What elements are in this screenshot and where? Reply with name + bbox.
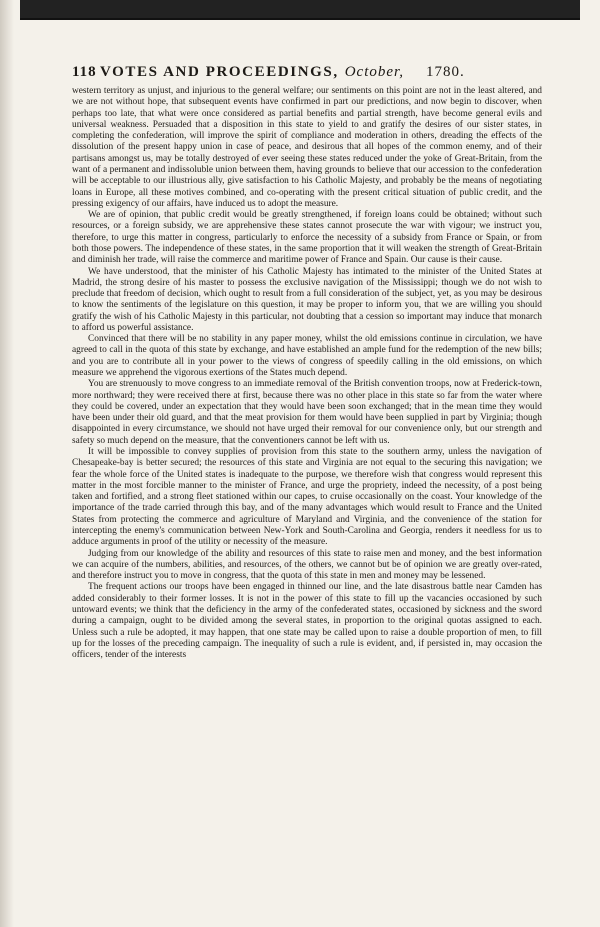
running-month: October,	[344, 64, 404, 80]
body-text	[72, 86, 542, 661]
page-content	[72, 64, 542, 910]
running-title: VOTES AND PROCEEDINGS,	[100, 64, 339, 80]
paragraph: Judging from our knowledge of the ability and resources of this state to raise men and money, and the best information we can acquire of the numbers, abilities, and resources, of the others, we cannot but be of opinion we are greatly over-rated, and therefore instruct you to move in congress, that the quota of this state in men and money may be lessened.	[72, 548, 542, 582]
paragraph: You are strenuously to move congress to an immediate removal of the British convention troops, now at Frederick-town, more northward; they were received there at first, because there was no other place in this state so far from the water where they could be covered, under an expectation that they would have been soon exchanged; that in the mean time they would have been under their old guard, and that the meat provision for them would have been supplied in part by Virginia; though disappointed in every circumstance, we should not have urged their removal for our convenience only, but our strength and safety so much depend on the measure, that the conventioners cannot be left with us.	[72, 379, 542, 446]
paragraph: western territory as unjust, and injurious to the general welfare; our sentiments on this point are not in the least altered, and we are not without hope, that subsequent events have confirmed in part our predictions, and now begin to discover, when perhaps too late, that what were once considered as partial benefits and partial strength, have become general evils and universal weakness. Persuaded that a disposition in this state to yield to and gratify the desires of our sister states, in completing the confederation, will improve the spirit of compliance and moderation in others, dreading the effects of the dissolution of the present happy union in case of peace, and desirous that all hopes of the common enemy, and of their partisans amongst us, may be totally destroyed of ever seeing these states reduced under the yoke of Great-Britain, from the want of a permanent and indissoluble union between them, having grounds to believe that our accession to the confederation will be acceptable to our illustrious ally, give satisfaction to his Catholic Majesty, and probably be the means of negotiating loans in Europe, all these motives combined, and co-operating with the present critical situation of public credit, and the pressing exigency of our affairs, have induced us to adopt the measure.	[72, 86, 542, 209]
paragraph: It will be impossible to convey supplies of provision from this state to the southern army, unless the navigation of Chesapeake-bay is better secured; the resources of this state and Virginia are not equal to the securing this navigation; we fear the whole force of the United states is inadequate to the purpose, we therefore wish that congress would represent this matter in the most forcible manner to the minister of France, and urge the propriety, indeed the necessity, of a post being taken and fortified, and a strong fleet stationed within our capes, to cruise occasionally on the coast. Your knowledge of the importance of the trade carried through this bay, and of the many advantages which would result to France and the United States from protecting the commerce and agriculture of Maryland and Virginia, and the convenience of the station for intercepting the enemy's communication between New-York and South-Carolina and Georgia, renders it needless for us to adduce arguments in proof of the utility or necessity of the measure.	[72, 447, 542, 548]
scan-edge	[20, 0, 580, 20]
binding-shadow	[0, 0, 14, 927]
paragraph: The frequent actions our troops have been engaged in thinned our line, and the late disastrous battle near Camden has added considerably to their former losses. It is not in the power of this state to fill up the vacancies occasioned by such untoward events; we think that the deficiency in the army of the confederated states, occasioned by sickness and the sword during a campaign, ought to be divided among the several states, in proportion to the original quotas assigned to each. Unless such a rule be adopted, it may happen, that one state may be called upon to raise a double proportion of men, to fill up for the losses of the preceding campaign. The inequality of such a rule is evident, and, if persisted in, may occasion the officers, tender of the interests	[72, 582, 542, 661]
paragraph: Convinced that there will be no stability in any paper money, whilst the old emissions continue in circulation, we have agreed to call in the quota of this state by exchange, and have established an ample fund for the redemption of the new bills; and you are to contribute all in your power to the views of congress of speedily calling in the old emissions, on which measure we apprehend the vigorous exertions of the States much depend.	[72, 334, 542, 379]
running-head	[72, 64, 542, 84]
paragraph: We are of opinion, that public credit would be greatly strengthened, if foreign loans could be obtained; without such resources, or a foreign subsidy, we are apprehensive these states cannot prosecute the war with vigour; we instruct you, therefore, to urge this matter in congress, particularly to enforce the necessity of a subsidy from France or Spain, or from both those powers. The independence of these states, in the same proportion that it will weaken the strength of Great-Britain and diminish her trade, will raise the commerce and maritime power of France and Spain. Our cause is their cause.	[72, 210, 542, 266]
page-number: 118	[72, 64, 97, 80]
running-year: 1780.	[425, 64, 465, 80]
paragraph: We have understood, that the minister of his Catholic Majesty has intimated to the minister of the United States at Madrid, the strong desire of his master to possess the exclusive navigation of the Mississippi; though we do not wish to preclude that freedom of decision, which ought to result from a full consideration of the subject, yet, as you may be desirous to know the sentiments of the legislature on this question, it may be proper to inform you, that we are willing you should gratify the wish of his Catholic Majesty in this particular, not doubting that a cession so important may induce that monarch to afford us powerful assistance.	[72, 266, 542, 333]
